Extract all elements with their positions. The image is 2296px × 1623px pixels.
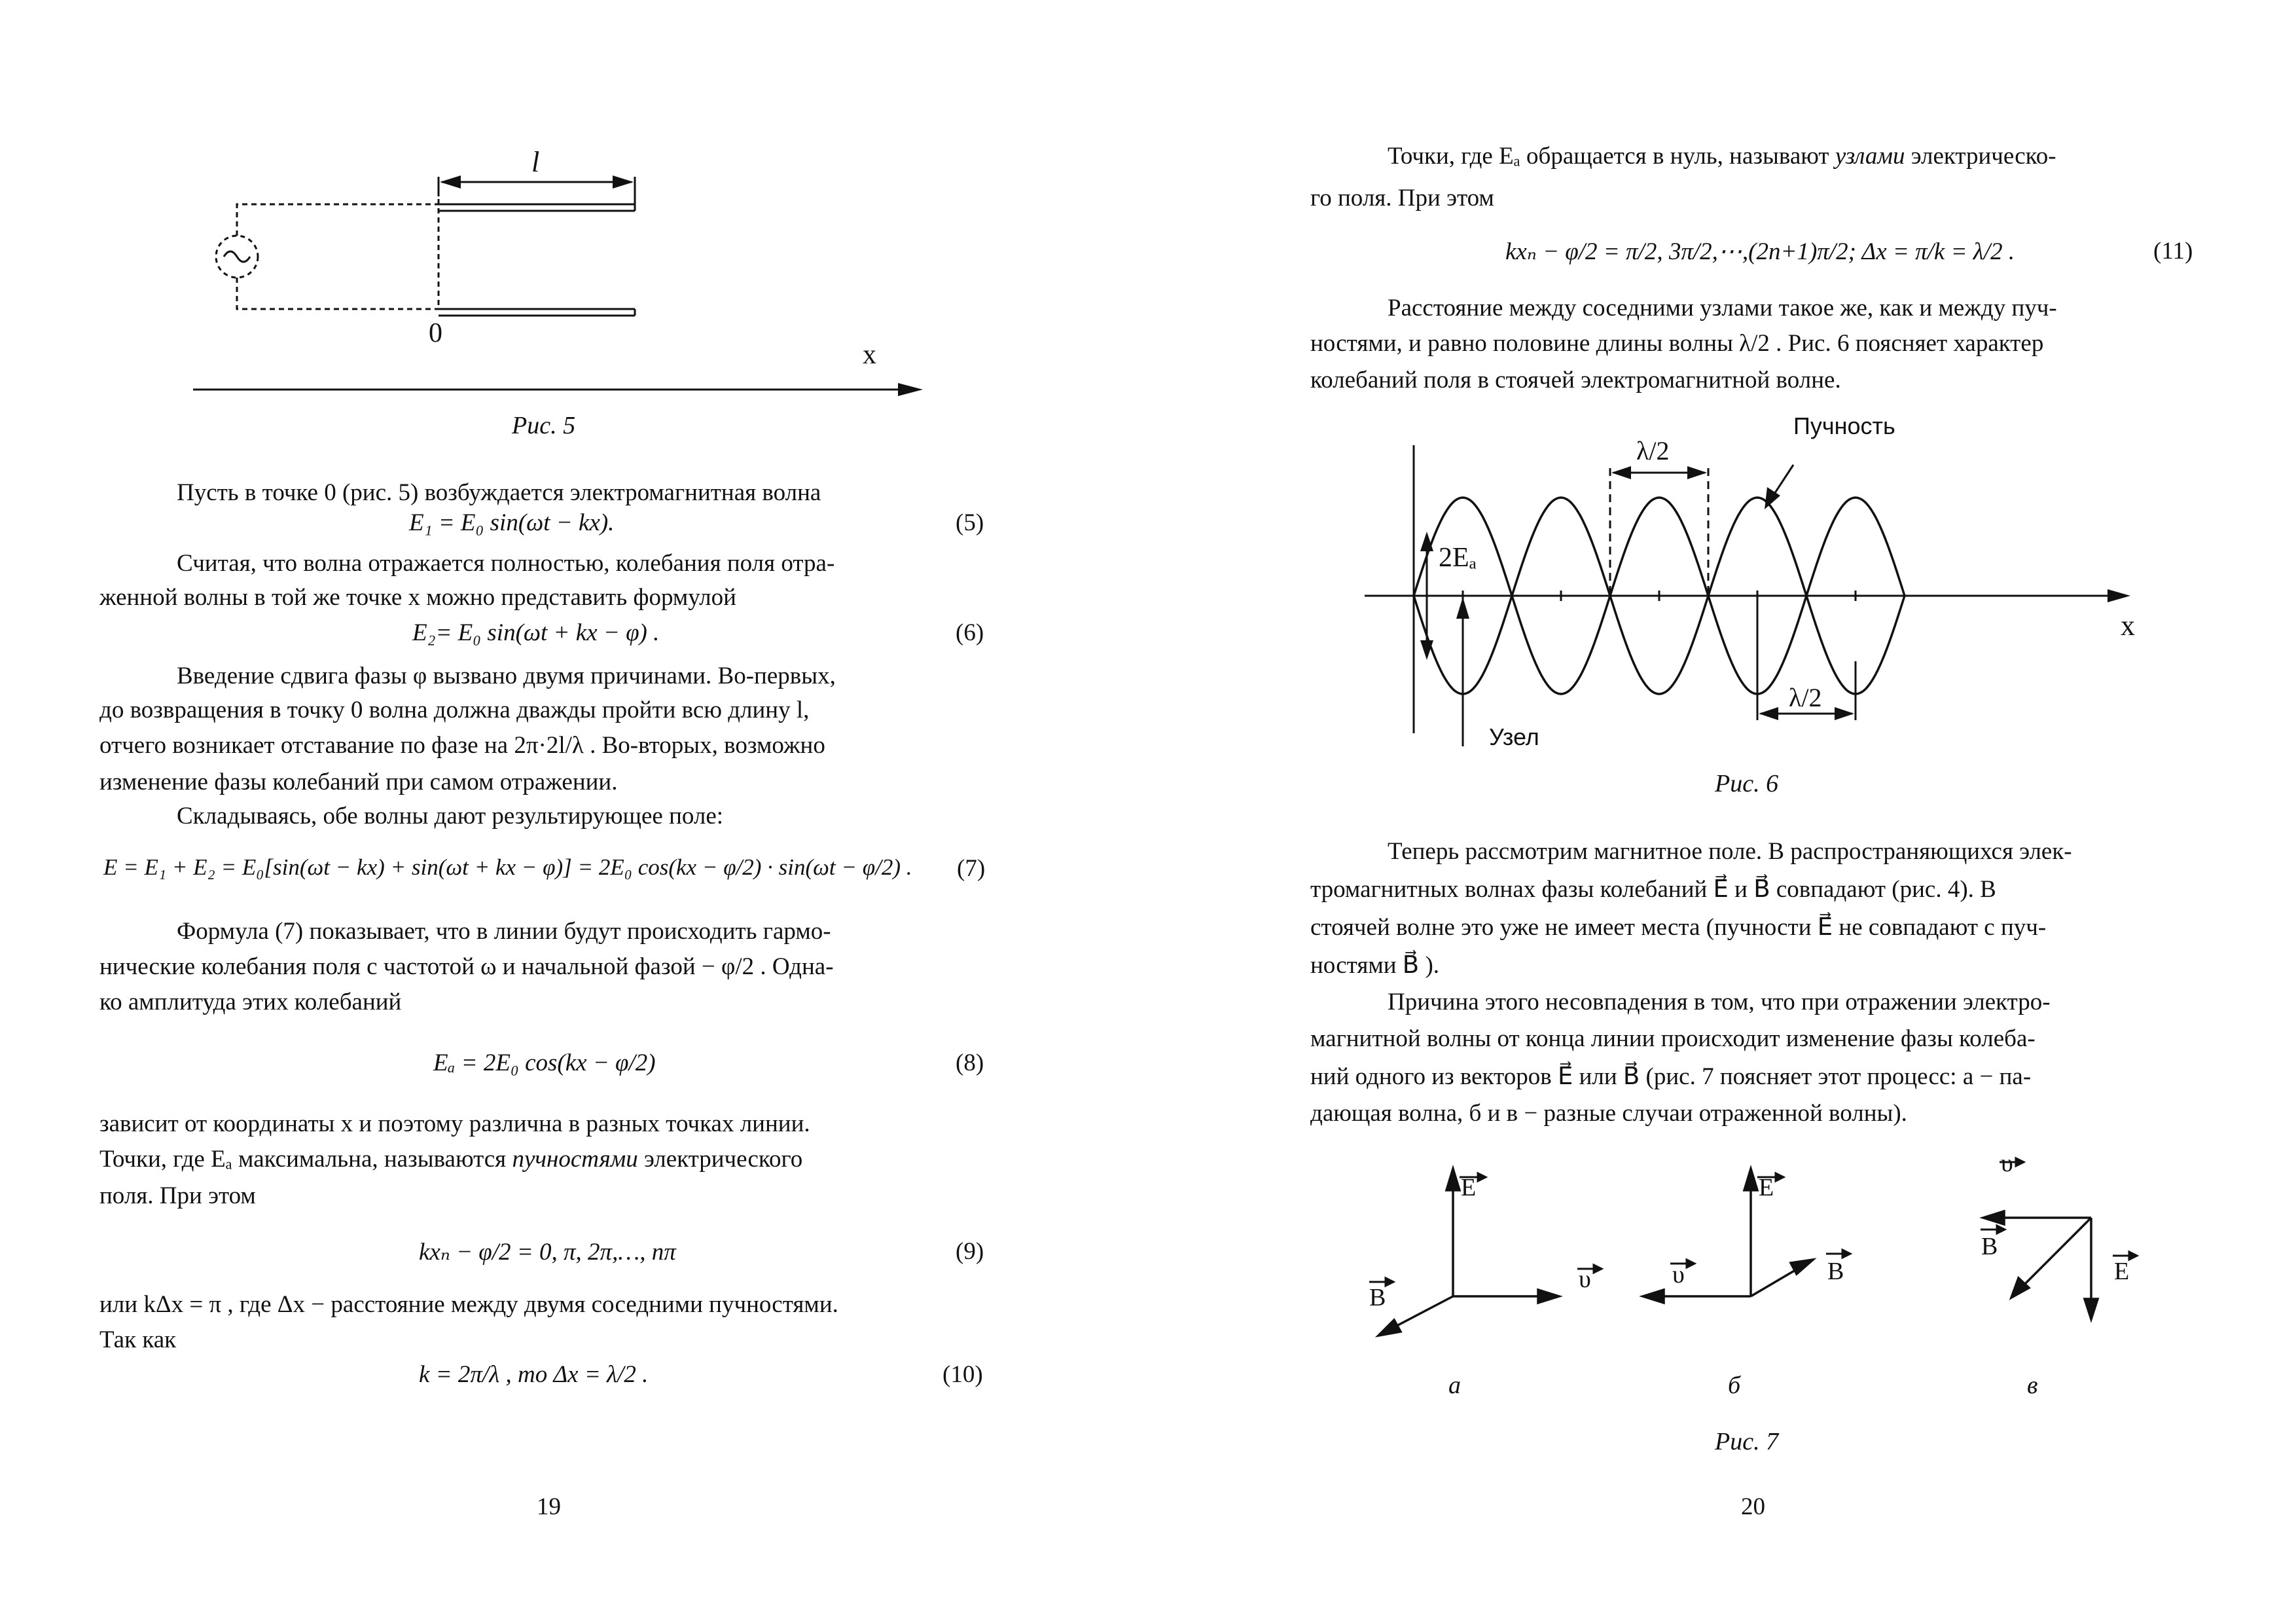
equation-6: E₂= E₀ sin(ωt + kx − φ) . bbox=[412, 619, 660, 646]
page-number-right: 20 bbox=[1741, 1493, 1765, 1520]
paragraph-line: Причина этого несовпадения в том, что при отражении электро- bbox=[1388, 989, 2051, 1015]
paragraph-line: изменение фазы колебаний при самом отражении. bbox=[99, 769, 618, 795]
fig6-label-x: x bbox=[2121, 610, 2135, 642]
equation-9: kxₙ − φ/2 = 0, π, 2π,…, nπ bbox=[419, 1239, 676, 1266]
equation-10-number: (10) bbox=[942, 1361, 983, 1388]
equation-9-number: (9) bbox=[956, 1238, 984, 1265]
paragraph-line bbox=[1388, 143, 2056, 170]
paragraph-line: Складываясь, обе волны дают результирующее поле: bbox=[177, 803, 724, 830]
paragraph-line: го поля. При этом bbox=[1310, 185, 1494, 211]
fig7-caption: Рис. 7 bbox=[1715, 1428, 1779, 1455]
fig6-label-half-bottom: λ/2 bbox=[1789, 683, 1822, 712]
fig7-label-E: E bbox=[1759, 1174, 1774, 1201]
paragraph-line: Формула (7) показывает, что в линии будут происходить гармо- bbox=[177, 918, 831, 945]
equation-8-number: (8) bbox=[956, 1049, 984, 1076]
fig6-caption: Рис. 6 bbox=[1715, 770, 1779, 797]
text-span: электрическо- bbox=[1905, 143, 2056, 170]
paragraph-line: Расстояние между соседними узлами такое же, как и между пуч- bbox=[1388, 295, 2057, 321]
equation-7-number: (7) bbox=[957, 855, 986, 882]
fig6-label-antinode: Пучность bbox=[1793, 412, 1895, 439]
fig6-label-node: Узел bbox=[1489, 723, 1539, 750]
fig5-caption: Рис. 5 bbox=[512, 412, 576, 439]
paragraph-line: или kΔx = π , где Δx − расстояние между двумя соседними пучностями. bbox=[99, 1291, 838, 1318]
paragraph-line: Считая, что волна отражается полностью, колебания поля отра- bbox=[177, 550, 835, 577]
fig7-label-v: υ bbox=[1579, 1266, 1591, 1293]
equation-5: E₁ = E₀ sin(ωt − kx). bbox=[409, 509, 615, 536]
paragraph-line: стоячей волне это уже не имеет места (пучности E⃗ не совпадают с пуч- bbox=[1310, 914, 2047, 941]
equation-7: E = E₁ + E₂ = E₀[sin(ωt − kx) + sin(ωt + kx − φ)] = 2E₀ cos(kx − φ/2) · sin(ωt − φ/2) . bbox=[103, 854, 912, 880]
figure-7 bbox=[1361, 1133, 2160, 1349]
figure-6 bbox=[1348, 406, 2134, 746]
fig7-sub-b: б bbox=[1728, 1372, 1741, 1399]
paragraph-line: тромагнитных волнах фазы колебаний E⃗ и B⃗ совпадают (рис. 4). В bbox=[1310, 876, 1996, 903]
page-number-left: 19 bbox=[537, 1493, 561, 1520]
text-span: электрического bbox=[637, 1146, 803, 1173]
paragraph-line: Пусть в точке 0 (рис. 5) возбуждается электромагнитная волна bbox=[177, 479, 821, 506]
figure-5 bbox=[183, 144, 936, 406]
fig5-label-l: l bbox=[531, 146, 540, 178]
fig7-label-v: υ bbox=[2001, 1150, 2013, 1177]
term-antinodes: пучностями bbox=[512, 1146, 638, 1173]
paragraph-line: нические колебания поля с частотой ω и начальной фазой − φ/2 . Одна- bbox=[99, 953, 834, 980]
text-span: Точки, где Eₐ максимальна, называются bbox=[99, 1146, 512, 1173]
fig7-label-B: B bbox=[1827, 1258, 1844, 1285]
paragraph-line: Теперь рассмотрим магнитное поле. В распространяющихся элек- bbox=[1388, 838, 2072, 865]
paragraph-line: ностями B⃗ ). bbox=[1310, 952, 1440, 979]
equation-8: Eₐ = 2E₀ cos(kx − φ/2) bbox=[433, 1049, 656, 1076]
paragraph-line: отчего возникает отставание по фазе на 2π·2l/λ . Во-вторых, возможно bbox=[99, 732, 825, 759]
paragraph-line: колебаний поля в стоячей электромагнитной волне. bbox=[1310, 367, 1841, 393]
fig7-sub-a: а bbox=[1448, 1372, 1461, 1399]
equation-11: kxₙ − φ/2 = π/2, 3π/2,⋯,(2n+1)π/2; Δx = π/k = λ/2 . bbox=[1505, 238, 2015, 265]
paragraph-line: до возвращения в точку 0 волна должна дважды пройти всю длину l, bbox=[99, 697, 810, 723]
paragraph-line: Так как bbox=[99, 1326, 177, 1353]
equation-11-number: (11) bbox=[2153, 238, 2193, 264]
fig7-label-E: E bbox=[1461, 1174, 1477, 1201]
paragraph-line: женной волны в той же точке x можно представить формулой bbox=[99, 584, 736, 611]
paragraph-line: магнитной волны от конца линии происходит изменение фазы колеба- bbox=[1310, 1025, 2036, 1052]
fig6-label-amplitude: 2Eₐ bbox=[1439, 543, 1477, 573]
fig7-label-v: υ bbox=[1672, 1261, 1685, 1288]
term-nodes: узлами bbox=[1835, 143, 1905, 170]
equation-6-number: (6) bbox=[956, 619, 984, 646]
paragraph-line: ний одного из векторов E⃗ или B⃗ (рис. 7 поясняет этот процесс: а − па- bbox=[1310, 1063, 2032, 1090]
paragraph-line: дающая волна, б и в − разные случаи отраженной волны). bbox=[1310, 1100, 1907, 1127]
fig7-label-B: B bbox=[1369, 1284, 1386, 1311]
fig7-label-B: B bbox=[1981, 1233, 1998, 1260]
fig6-label-half-top: λ/2 bbox=[1636, 436, 1670, 465]
paragraph-line: зависит от координаты x и поэтому различна в разных точках линии. bbox=[99, 1110, 810, 1137]
equation-10: k = 2π/λ , то Δx = λ/2 . bbox=[419, 1361, 649, 1388]
fig5-label-x: x bbox=[863, 340, 876, 370]
paragraph-line: Введение сдвига фазы φ вызвано двумя причинами. Во-первых, bbox=[177, 663, 836, 689]
equation-5-number: (5) bbox=[956, 509, 984, 536]
text-span: Точки, где Eₐ обращается в нуль, называют bbox=[1388, 143, 1835, 170]
fig5-label-zero: 0 bbox=[429, 318, 442, 348]
paragraph-line: поля. При этом bbox=[99, 1182, 256, 1209]
fig7-label-E: E bbox=[2114, 1258, 2130, 1285]
paragraph-line: ко амплитуда этих колебаний bbox=[99, 989, 402, 1015]
fig7-sub-c: в bbox=[2027, 1372, 2038, 1399]
paragraph-line: ностями, и равно половине длины волны λ/2 . Рис. 6 поясняет характер bbox=[1310, 330, 2044, 357]
paragraph-line bbox=[99, 1146, 802, 1173]
